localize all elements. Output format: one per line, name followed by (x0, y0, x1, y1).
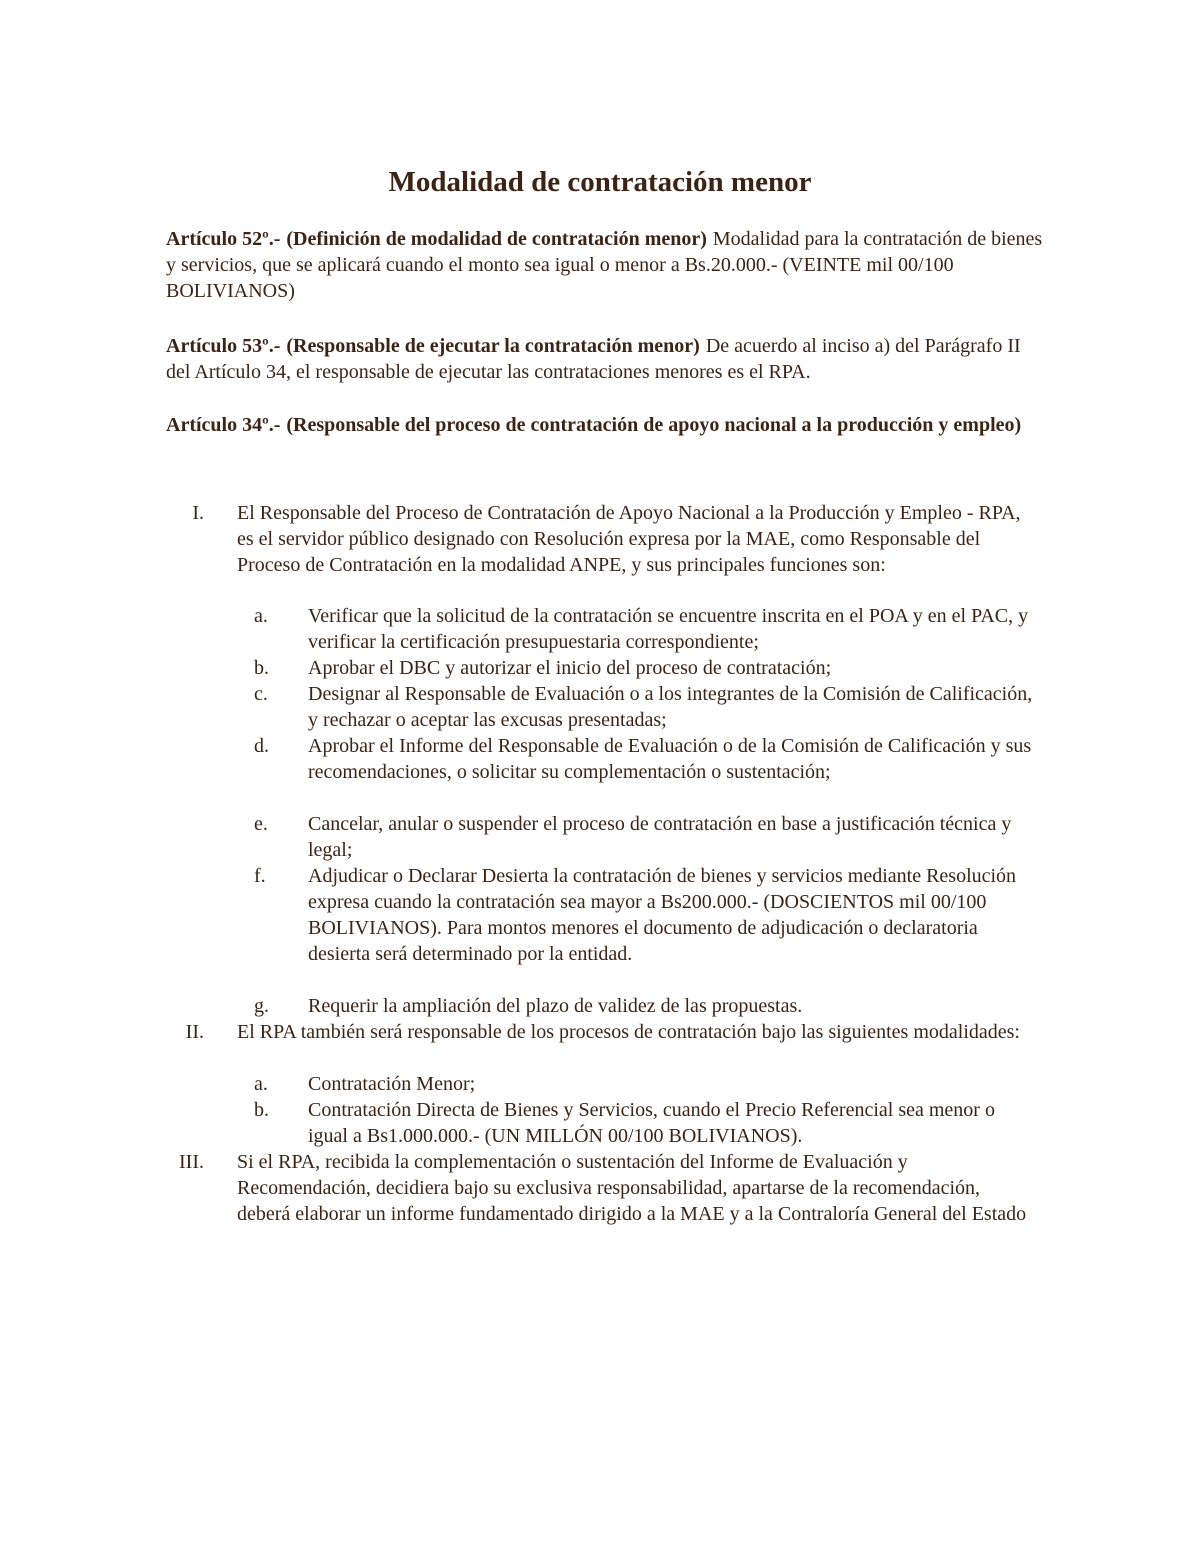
list-item-marker: c. (254, 683, 268, 705)
article-53-body: De acuerdo al inciso a) del Parágrafo II del Artículo 34, el responsable de ejecutar las contrataciones menores es el RPA. (166, 335, 1021, 383)
section-i-number: I. (192, 502, 204, 524)
article-34-subject: (Responsable del proceso de contratación de apoyo nacional a la producción y empleo) (286, 414, 1022, 436)
list-item-marker: e. (254, 813, 268, 835)
list-item-marker: b. (254, 657, 269, 679)
article-34 (166, 412, 1046, 438)
section-ii-number: II. (185, 1021, 204, 1043)
article-53-subject: (Responsable de ejecutar la contratación menor) (286, 335, 700, 357)
section-i-text: El Responsable del Proceso de Contratación de Apoyo Nacional a la Producción y Empleo - RPA, es el servidor público designado con Resolución expresa por la MAE, como Responsable del Proceso de Contratación en la modalidad ANPE, y sus principales funciones son: (237, 502, 1021, 576)
list-item-text: Contratación Directa de Bienes y Servicios, cuando el Precio Referencial sea menor o igual a Bs1.000.000.- (UN MILLÓN 00/100 BOLIVIANOS). (308, 1099, 995, 1147)
list-item-text: Aprobar el Informe del Responsable de Evaluación o de la Comisión de Calificación y sus recomendaciones, o solicitar su complementación o sustentación; (308, 735, 1032, 783)
list-item-text: Verificar que la solicitud de la contratación se encuentre inscrita en el POA y en el PAC, y verificar la certificación presupuestaria correspondiente; (308, 605, 1029, 653)
list-item-marker: b. (254, 1099, 269, 1121)
list-item-marker: a. (254, 1073, 268, 1095)
document-title: Modalidad de contratación menor (388, 166, 812, 198)
article-52-subject: (Definición de modalidad de contratación menor) (286, 228, 707, 250)
article-53-heading: Artículo 53º.- (166, 335, 281, 357)
article-53 (166, 333, 1046, 385)
list-item-text: Aprobar el DBC y autorizar el inicio del proceso de contratación; (308, 657, 832, 679)
list-item-text: Cancelar, anular o suspender el proceso de contratación en base a justificación técnica y legal; (308, 813, 1012, 861)
article-52-body: Modalidad para la contratación de bienes y servicios, que se aplicará cuando el monto sea igual o menor a Bs.20.000.- (VEINTE mil 00/100 BOLIVIANOS) (166, 228, 1043, 302)
section-iii-text: Si el RPA, recibida la complementación o sustentación del Informe de Evaluación y Recomendación, decidiera bajo su exclusiva responsabilidad, apartarse de la recomendación, deberá elaborar un informe fundamentado dirigido a la MAE y a la Contraloría General del Estado (237, 1151, 1027, 1225)
list-item-text: Designar al Responsable de Evaluación o a los integrantes de la Comisión de Calificación, y rechazar o aceptar las excusas presentadas; (308, 683, 1033, 731)
list-item-marker: f. (254, 865, 266, 887)
section-ii-text: El RPA también será responsable de los procesos de contratación bajo las siguientes modalidades: (237, 1021, 1020, 1043)
list-item-marker: a. (254, 605, 268, 627)
article-34-heading: Artículo 34º.- (166, 414, 281, 436)
list-item-marker: g. (254, 995, 269, 1017)
list-item-text: Adjudicar o Declarar Desierta la contratación de bienes y servicios mediante Resolución expresa cuando la contratación sea mayor a Bs200.000.- (DOSCIENTOS mil 00/100 BOLIVIANOS). Para montos menores el documento de adjudicación o declaratoria desierta será determinado por la entidad. (308, 865, 1017, 965)
article-52 (166, 226, 1046, 304)
article-52-heading: Artículo 52º.- (166, 228, 281, 250)
list-item-text: Contratación Menor; (308, 1073, 476, 1095)
list-item-marker: d. (254, 735, 269, 757)
list-item-text: Requerir la ampliación del plazo de validez de las propuestas. (308, 995, 803, 1017)
section-iii-number: III. (179, 1151, 204, 1173)
